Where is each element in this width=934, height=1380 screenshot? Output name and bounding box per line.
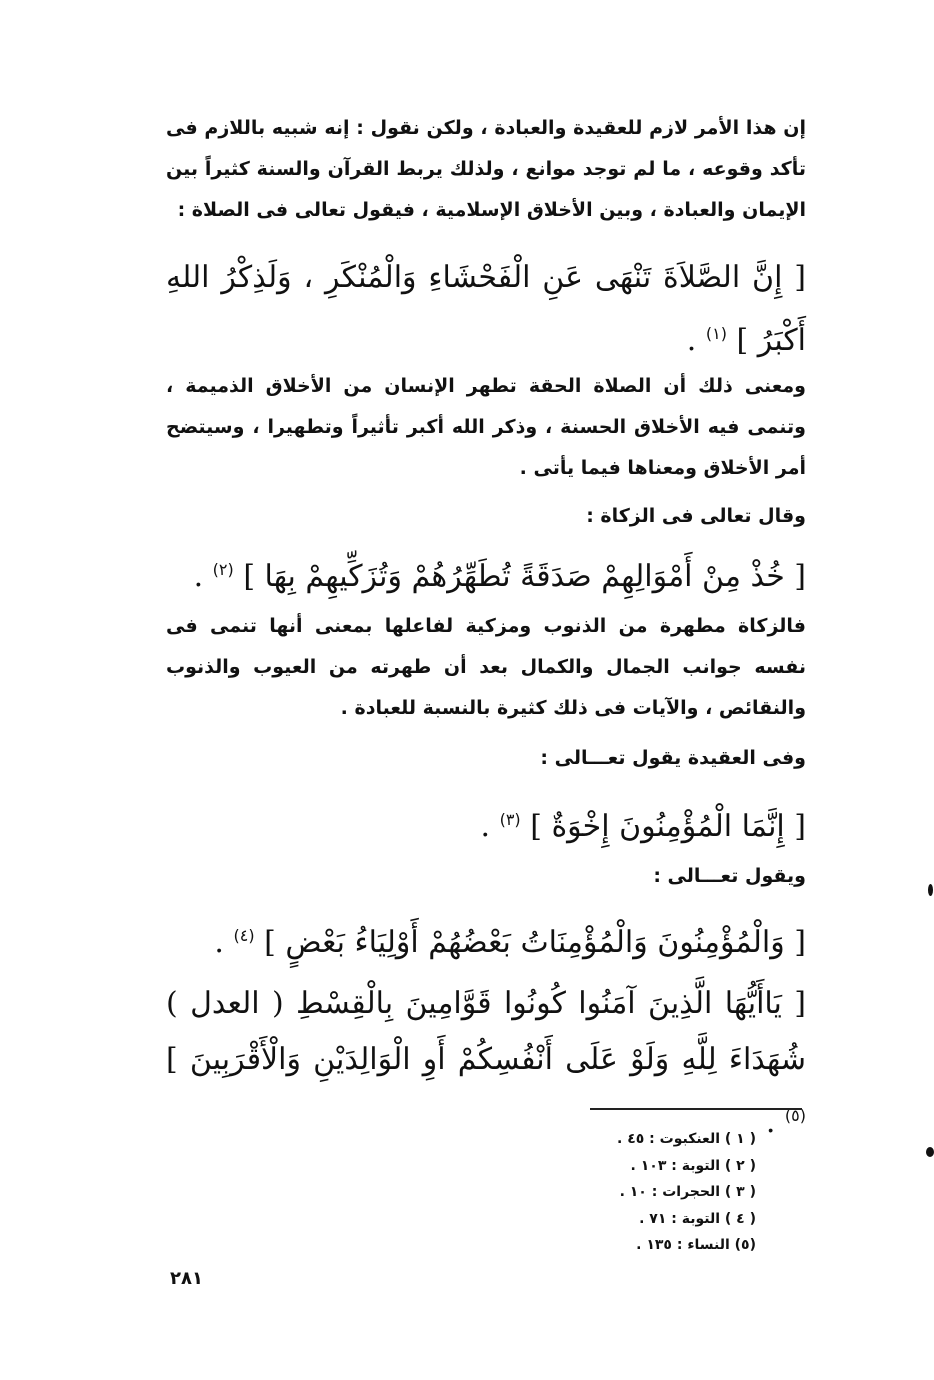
quran-verse-brotherhood (166, 792, 806, 855)
verse-period: . (214, 925, 224, 960)
verse-period: . (765, 1105, 776, 1140)
footnote-separator (590, 1108, 802, 1110)
verse-text: [ خُذْ مِنْ أَمْوَالِهِمْ صَدَقَةً تُطَهِّرُهُمْ وَتُزَكِّيهِمْ بِهَا ] (243, 559, 806, 594)
verse-period: . (480, 809, 491, 844)
footnote-3: ( ٣ ) الحجرات : ١٠ . (619, 1184, 756, 1200)
verse-period: . (686, 323, 697, 358)
verse-period: . (193, 559, 204, 594)
footnote-marker-4: (٤) (233, 926, 255, 945)
scan-speck (928, 884, 933, 896)
footnote-5: (٥) النساء : ١٣٥ . (636, 1237, 756, 1253)
says-heading: ويقول تعـــالى : (653, 865, 806, 887)
verse-text: [ يَاأَيُّهَا الَّذِينَ آمَنُوا كُونُوا قَوَّامِينَ بِالْقِسْطِ ( العدل ) شُهَدَاءَ لِلَّهِ وَلَوْ عَلَى أَنْفُسِكُمْ أَوِ الْوَالِدَيْنِ وَالْأَقْرَبِينَ ] (166, 986, 806, 1077)
verse-text: [ وَالْمُؤْمِنُونَ وَالْمُؤْمِنَاتُ بَعْضُهُمْ أَوْلِيَاءُ بَعْضٍ ] (264, 925, 806, 960)
verse-text: [ إِنَّ الصَّلاَةَ تَنْهَى عَنِ الْفَحْشَاءِ وَالْمُنْكَرِ ، وَلَذِكْرُ اللهِ أَكْبَرُ ] (166, 260, 806, 358)
footnotes-list (516, 1126, 756, 1259)
aqida-heading: وفى العقيدة يقول تعـــالى : (540, 747, 806, 769)
zakat-paragraph: فالزكاة مطهرة من الذنوب ومزكية لفاعلها بمعنى أنها تنمى فى نفسه جوانب الجمال والكمال بعد أن طهرته من العيوب والذنوب والنقائص ، والآيات فى ذلك كثيرة بالنسبة للعبادة . (166, 615, 806, 719)
quran-verse-justice (166, 976, 806, 1151)
zakat-heading: وقال تعالى فى الزكاة : (586, 505, 806, 527)
footnote-2: ( ٢ ) التوبة : ١٠٣ . (630, 1157, 756, 1174)
page-number: ٢٨١ (170, 1268, 203, 1289)
footnote-1: ( ١ ) العنكبوت : ٤٥ . (617, 1131, 756, 1147)
footnote-marker-3: (٣) (499, 810, 521, 829)
footnote-4: ( ٤ ) التوبة : ٧١ . (639, 1210, 756, 1227)
quran-verse-zakat (166, 542, 806, 605)
scan-speck (926, 1147, 934, 1157)
footnote-marker-2: (٢) (212, 560, 234, 579)
footnote-marker-5: (٥) (784, 1106, 806, 1125)
intro-paragraph: إن هذا الأمر لازم للعقيدة والعبادة ، ولكن نقول : إنه شبيه باللازم فى تأكد وقوعه ، ما لم توجد موانع ، ولذلك يربط القرآن والسنة كثيراً بين الإيمان والعبادة ، وبين الأخلاق الإسلامية ، فيقول تعالى فى الصلاة : (166, 117, 806, 221)
quran-verse-prayer (166, 250, 806, 369)
quran-verse-allies (166, 908, 806, 971)
verse-text: [ إِنَّمَا الْمُؤْمِنُونَ إِخْوَةٌ ] (530, 809, 806, 844)
footnote-marker-1: (١) (705, 324, 727, 343)
prayer-meaning-paragraph: ومعنى ذلك أن الصلاة الحقة تطهر الإنسان من الأخلاق الذميمة ، وتنمى فيه الأخلاق الحسنة ، وذكر الله أكبر تأثيراً وتطهيرا ، وسيتضح أمر الأخلاق ومعناها فيما يأتى . (166, 375, 806, 479)
